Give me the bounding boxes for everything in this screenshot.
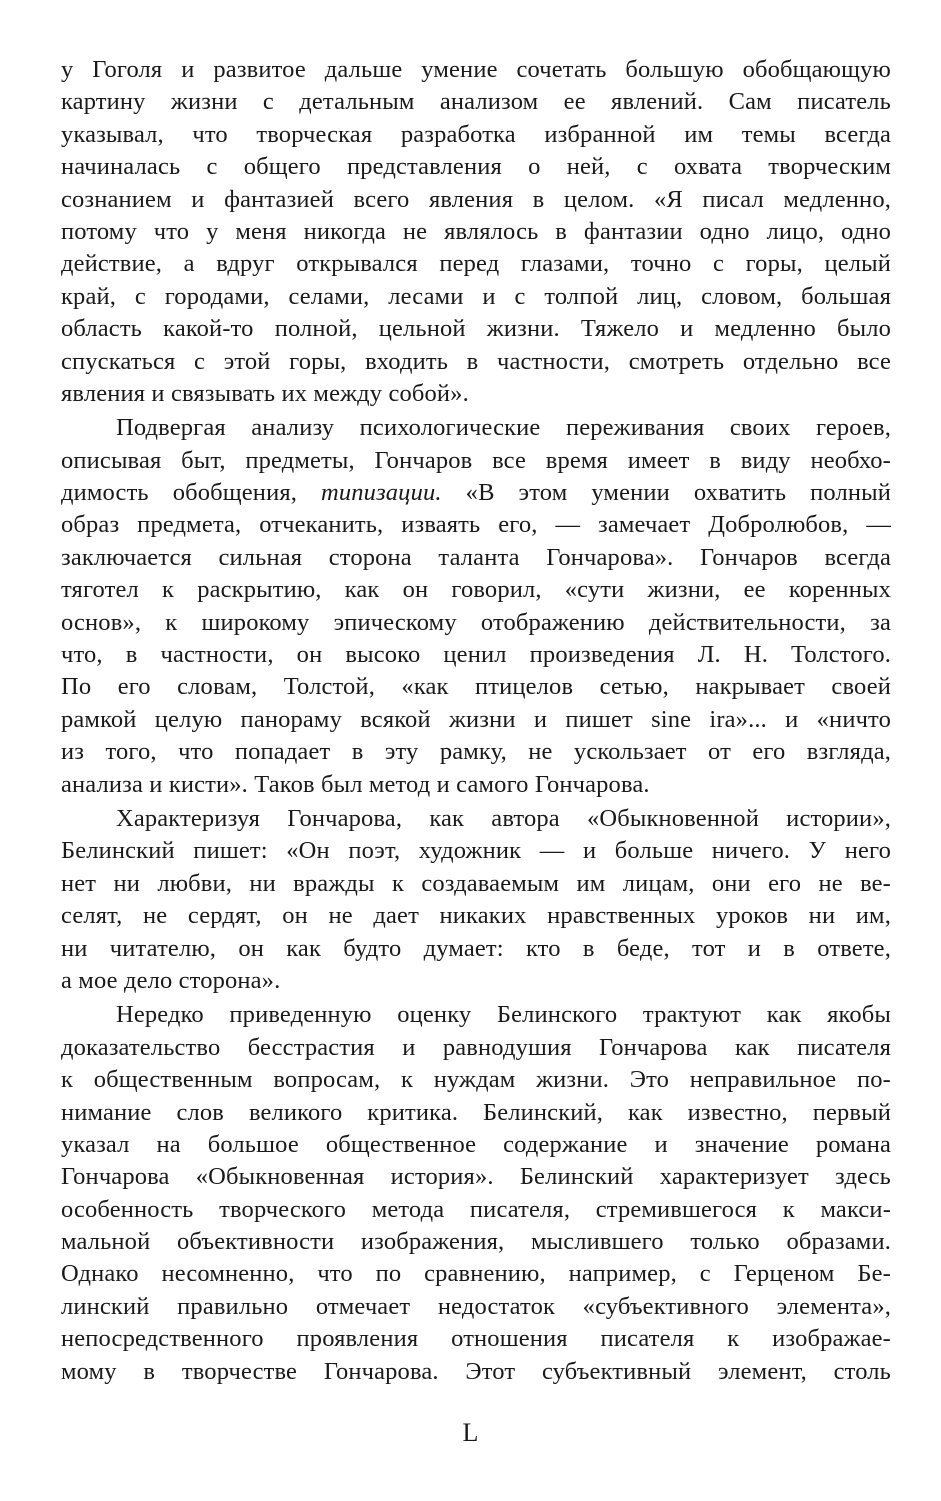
text-line: потому что у меня никогда не являлось в фантазии одно лицо, одно (61, 217, 891, 245)
text-line: мальной объективности изображения, мыслившего только образами. (61, 1228, 891, 1256)
page-number: L (462, 1418, 479, 1447)
text-line: Белинский пишет: «Он поэт, художник — и больше ничего. У него (61, 837, 891, 865)
paragraph-3 (61, 803, 891, 997)
text-line: линский правильно отмечает недостаток «субъективного элемента», (61, 1292, 891, 1320)
text-line: сознанием и фантазией всего явления в целом. «Я писал медленно, (61, 185, 891, 213)
text-line: рамкой целую панораму всякой жизни и пишет sine ira»... и «ничто (61, 705, 891, 733)
text-line: основ», к широкому эпическому отображению действительности, за (61, 608, 891, 636)
text-line: область какой-то полной, цельной жизни. Тяжело и медленно было (61, 315, 891, 343)
text-line: непосредственного проявления отношения писателя к изображае- (61, 1325, 891, 1353)
text-line (61, 477, 891, 509)
text-line: нимание слов великого критика. Белинский, как известно, первый (61, 1098, 891, 1126)
text-line: Однако несомненно, что по сравнению, например, с Герценом Бе- (61, 1260, 891, 1288)
text-line: явления и связывать их между собой». (61, 379, 469, 407)
text-line: селят, не сердят, он не дает никаких нравственных уроков ни им, (61, 902, 891, 930)
text-line: описывая быт, предметы, Гончаров все время имеет в виду необхо- (61, 446, 891, 474)
text-line: что, в частности, он высоко ценил произведения Л. Н. Толстого. (61, 641, 891, 669)
text-line: доказательство бесстрастия и равнодушия Гончарова как писателя (61, 1033, 891, 1061)
text-line: заключается сильная сторона таланта Гончарова». Гончаров всегда (61, 543, 891, 571)
text-fragment: димость обобщения, (61, 479, 322, 507)
text-line: нет ни любви, ни вражды к создаваемым им лицам, они его не ве- (61, 869, 891, 897)
text-line: ни читателю, он как будто думает: кто в беде, тот и в ответе, (61, 934, 891, 962)
text-line: Нередко приведенную оценку Белинского трактуют как якобы (116, 1001, 891, 1029)
text-line: тяготел к раскрытию, как он говорил, «сути жизни, ее коренных (61, 576, 891, 604)
text-line: к общественным вопросам, к нуждам жизни. Это неправильное по- (61, 1066, 891, 1094)
text-line: у Гоголя и развитое дальше умение сочетать большую обобщающую (61, 56, 891, 83)
text-line: анализа и кисти». Таков был метод и самого Гончарова. (61, 770, 650, 798)
text-line: указал на большое общественное содержание и значение романа (61, 1130, 891, 1158)
text-line: Гончарова «Обыкновенная история». Белинский характеризует здесь (61, 1163, 891, 1191)
text-fragment: «В этом умении охватить полный (441, 479, 891, 507)
text-line: край, с городами, селами, лесами и с толпой лиц, словом, большая (61, 282, 891, 310)
book-page (61, 54, 891, 1388)
text-line: указывал, что творческая разработка избранной им темы всегда (61, 120, 891, 148)
text-line: начиналась с общего представления о ней, с охвата творческим (61, 153, 891, 181)
text-line: особенность творческого метода писателя, стремившегося к макси- (61, 1195, 891, 1223)
paragraph-2 (61, 412, 891, 801)
text-line: спускаться с этой горы, входить в частности, смотреть отдельно все (61, 347, 891, 375)
text-line: а мое дело сторона». (61, 966, 281, 994)
text-line: По его словам, Толстой, «как птицелов сетью, накрывает своей (61, 673, 891, 701)
text-line: Характеризуя Гончарова, как автора «Обыкновенной истории», (116, 804, 891, 832)
text-line: Подвергая анализу психологические переживания своих героев, (116, 414, 891, 442)
text-line: из того, что попадает в эту рамку, не ускользает от его взгляда, (61, 738, 891, 766)
text-line: картину жизни с детальным анализом ее явлений. Сам писатель (61, 88, 891, 116)
text-line: мому в творчестве Гончарова. Этот субъективный элемент, столь (61, 1357, 891, 1385)
text-line: действие, а вдруг открывался перед глазами, точно с горы, целый (61, 250, 891, 278)
paragraph-1 (61, 54, 891, 410)
paragraph-4 (61, 999, 891, 1388)
italic-term: типизации. (321, 479, 442, 507)
text-line: образ предмета, отчеканить, изваять его, — замечает Добролюбов, — (61, 511, 891, 539)
